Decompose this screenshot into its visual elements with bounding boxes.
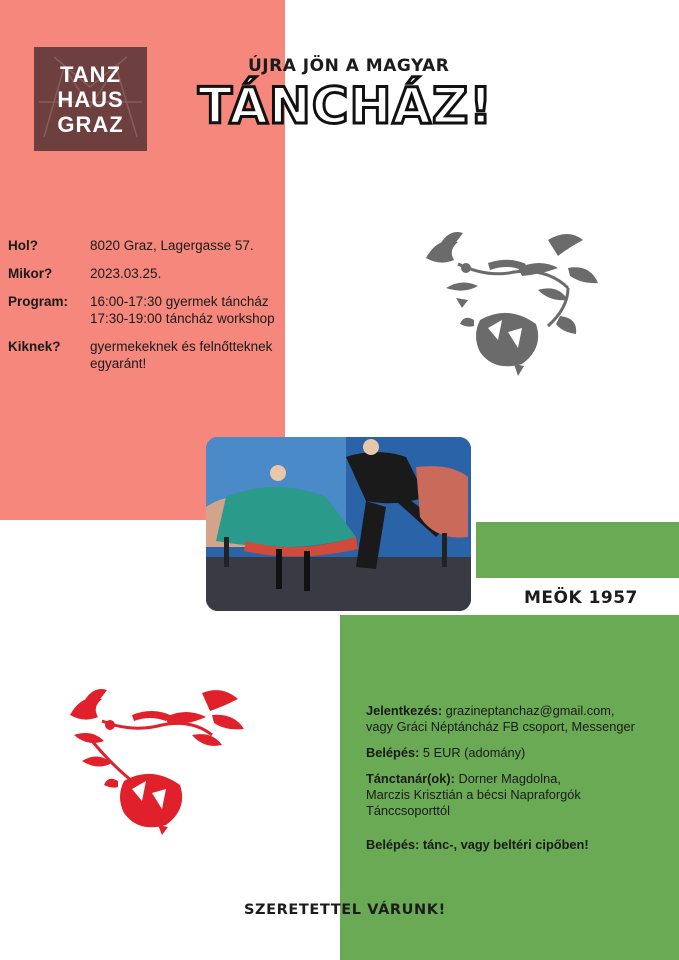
event-title: TÁNCHÁZ!	[198, 77, 494, 135]
teachers-value-3: Tánccsoporttól	[366, 803, 450, 818]
info-label: Program:	[8, 294, 69, 309]
registration-email: grazineptanchaz@gmail.com,	[442, 703, 615, 718]
folk-dance-photo	[206, 437, 471, 611]
green-background-strip	[476, 522, 679, 578]
logo-text-haus: HAUS	[57, 86, 124, 112]
info-row-audience	[8, 338, 283, 372]
info-row-program	[8, 293, 283, 327]
info-value: 8020 Graz, Lagergasse 57.	[90, 238, 254, 253]
info-label: Mikor?	[8, 266, 53, 281]
info-value: 2023.03.25.	[90, 266, 162, 281]
gray-bird-floral-motif	[418, 228, 603, 378]
entry-label: Belépés:	[366, 745, 420, 760]
shoes-note: Belépés: tánc-, vagy beltéri cipőben!	[366, 837, 589, 852]
entry-value: 5 EUR (adomány)	[419, 745, 526, 760]
red-bird-floral-motif	[62, 685, 247, 835]
logo-text-tanz: TANZ	[59, 61, 122, 87]
info-value: gyermekeknek és felnőtteknek	[90, 339, 273, 354]
info-row-where	[8, 237, 283, 254]
info-label: Hol?	[8, 238, 38, 253]
event-subtitle: ÚJRA JÖN A MAGYAR	[248, 56, 450, 76]
event-details	[366, 703, 666, 863]
teachers-label: Tánctanár(ok):	[366, 771, 455, 786]
event-info	[8, 237, 283, 383]
registration-label: Jelentkezés:	[366, 703, 443, 718]
teachers-value-2: Marczis Krisztián a bécsi Napraforgók	[366, 787, 581, 802]
info-value-2: 17:30-19:00 táncház workshop	[90, 311, 275, 326]
teachers-info	[366, 771, 666, 819]
teachers-value: Dorner Magdolna,	[454, 771, 561, 786]
info-row-when	[8, 265, 283, 282]
closing-message: SZERETETTEL VÁRUNK!	[244, 902, 446, 918]
tanzhaus-graz-logo	[34, 47, 147, 151]
registration-alternative: vagy Gráci Néptáncház FB csoport, Messenger	[366, 719, 635, 734]
logo-text-graz: GRAZ	[57, 111, 124, 137]
entry-fee-info	[366, 745, 666, 761]
registration-info	[366, 703, 666, 735]
meok-label: MEÖK 1957	[524, 588, 638, 608]
info-label: Kiknek?	[8, 339, 61, 354]
info-value: 16:00-17:30 gyermek táncház	[90, 294, 269, 309]
info-value-2: egyaránt!	[90, 356, 147, 371]
